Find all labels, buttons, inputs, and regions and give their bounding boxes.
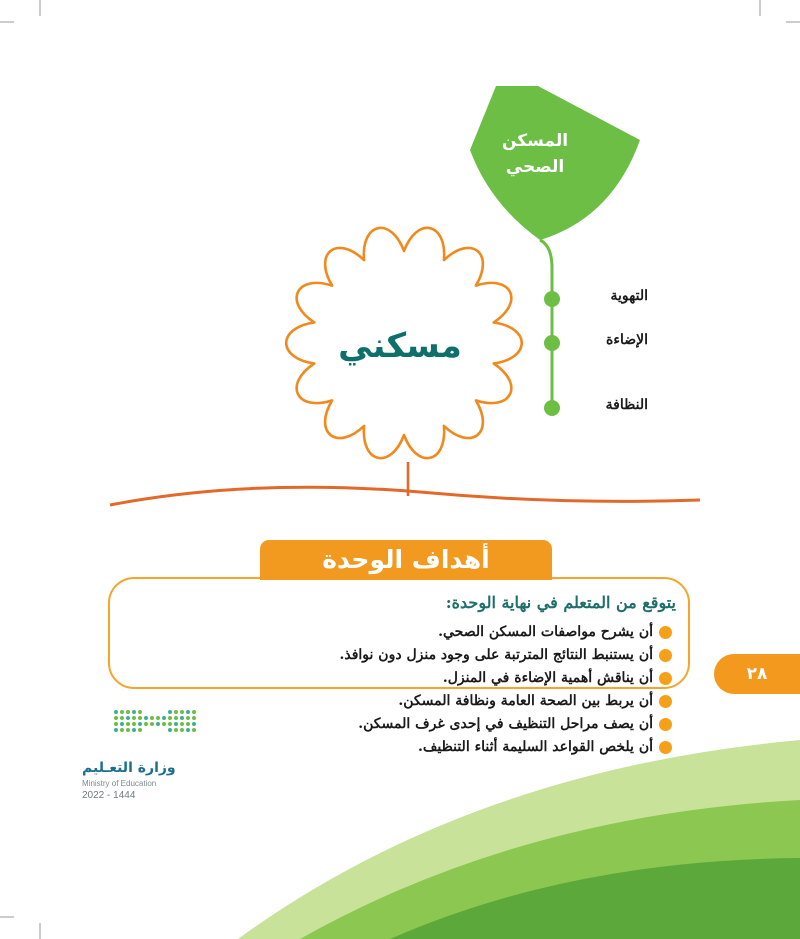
branch-label-ventilation: التهوية [610, 288, 648, 304]
ministry-logo-dots-icon [114, 710, 196, 732]
ministry-year: 2022 - 1444 [82, 790, 136, 801]
goal-item-6 [418, 736, 672, 758]
leaf-title-line2: الصحي [505, 157, 565, 177]
page-number: ٢٨ [714, 654, 800, 694]
branch-dot-cleanliness [544, 400, 560, 416]
goals-intro: يتوقع من المتعلم في نهاية الوحدة: [445, 593, 676, 612]
goals-heading: أهداف الوحدة [260, 540, 552, 580]
ministry-name-en: Ministry of Education [82, 779, 157, 788]
ground-line [110, 487, 700, 505]
branch-label-cleanliness: النظافة [605, 397, 648, 413]
goal-text-1: أن يشرح مواصفات المسكن الصحي. [438, 624, 653, 640]
goal-text-4: أن يربط بين الصحة العامة ونظافة المسكن. [398, 693, 653, 709]
bullet-icon [659, 672, 672, 685]
goal-text-3: أن يناقش أهمية الإضاءة في المنزل. [442, 670, 653, 686]
branch-dot-ventilation [544, 291, 560, 307]
goal-item-2 [339, 644, 672, 666]
bullet-icon [659, 741, 672, 754]
goal-item-1 [438, 621, 672, 643]
ministry-name-ar: وزارة التعـليم [82, 760, 176, 776]
bullet-icon [659, 649, 672, 662]
bullet-icon [659, 695, 672, 708]
goal-item-4 [398, 690, 672, 712]
goal-text-5: أن يصف مراحل التنظيف في إحدى غرف المسكن. [358, 716, 653, 732]
goal-text-6: أن يلخص القواعد السليمة أثناء التنظيف. [418, 739, 653, 755]
leaf-title [480, 128, 590, 180]
leaf-title-line1: المسكن [501, 131, 569, 151]
branch-label-lighting: الإضاءة [606, 332, 648, 348]
bullet-icon [659, 718, 672, 731]
branch-dot-lighting [544, 335, 560, 351]
bullet-icon [659, 626, 672, 639]
branch-stem [540, 240, 552, 410]
unit-title: مسكني [338, 326, 462, 366]
goal-item-5 [358, 713, 672, 735]
goal-item-3 [443, 667, 672, 689]
goal-text-2: أن يستنبط النتائج المترتبة على وجود منزل دون نوافذ. [339, 647, 653, 663]
